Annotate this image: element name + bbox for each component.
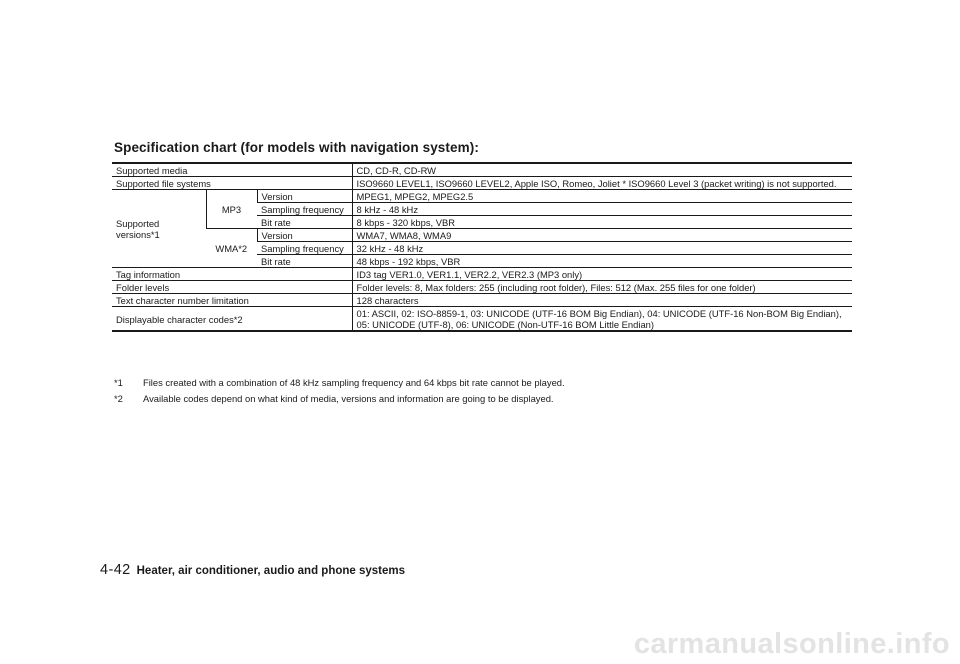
sub-label-wma-version: Version — [257, 229, 352, 242]
table-row — [112, 268, 852, 281]
watermark: carmanualsonline.info — [633, 628, 950, 660]
section-title: Heater, air conditioner, audio and phone systems — [136, 565, 406, 577]
footnotes — [114, 375, 565, 407]
row-value-char-codes: 01: ASCII, 02: ISO-8859-1, 03: UNICODE (UTF-16 BOM Big Endian), 04: UNICODE (UTF-16 Non-BOM Big Endian), 05: UNICODE (UTF-8), 06: UNICODE (Non-UTF-16 BOM Little Endian) — [352, 307, 852, 332]
sub-label-mp3-version: Version — [257, 190, 352, 203]
table-row — [112, 229, 852, 242]
sub-label-mp3-bitrate: Bit rate — [257, 216, 352, 229]
value-wma-sampling: 32 kHz - 48 kHz — [352, 242, 852, 255]
sub-label-wma-sampling: Sampling frequency — [257, 242, 352, 255]
row-label-file-systems: Supported file systems — [112, 177, 352, 190]
table-row — [112, 281, 852, 294]
table-row — [112, 163, 852, 177]
footnote-text: Files created with a combination of 48 kHz sampling frequency and 64 kbps bit rate cannot be played. — [143, 377, 565, 388]
sub-label-mp3-sampling: Sampling frequency — [257, 203, 352, 216]
page-number: 4-42 — [100, 562, 131, 578]
value-wma-version: WMA7, WMA8, WMA9 — [352, 229, 852, 242]
table-row — [112, 307, 852, 332]
footnote-mark: *2 — [114, 393, 123, 404]
row-label-tag-info: Tag information — [112, 268, 352, 281]
footnote — [114, 375, 565, 391]
row-value-supported-media: CD, CD-R, CD-RW — [352, 163, 852, 177]
footnote-text: Available codes depend on what kind of media, versions and information are going to be displayed. — [143, 393, 554, 404]
format-label-wma: WMA*2 — [206, 229, 257, 268]
table-row — [112, 294, 852, 307]
page-footer — [100, 561, 405, 579]
row-value-file-systems: ISO9660 LEVEL1, ISO9660 LEVEL2, Apple ISO, Romeo, Joliet * ISO9660 Level 3 (packet writing) is not supported. — [352, 177, 852, 190]
sub-label-wma-bitrate: Bit rate — [257, 255, 352, 268]
row-label-supported-media: Supported media — [112, 163, 352, 177]
value-mp3-bitrate: 8 kbps - 320 kbps, VBR — [352, 216, 852, 229]
row-label-folder-levels: Folder levels — [112, 281, 352, 294]
format-label-mp3: MP3 — [206, 190, 257, 229]
row-value-folder-levels: Folder levels: 8, Max folders: 255 (including root folder), Files: 512 (Max. 255 files for one folder) — [352, 281, 852, 294]
row-label-char-codes: Displayable character codes*2 — [112, 307, 352, 332]
row-label-supported-versions: Supported versions*1 — [112, 190, 206, 268]
value-mp3-version: MPEG1, MPEG2, MPEG2.5 — [352, 190, 852, 203]
specification-table — [112, 162, 852, 332]
row-value-char-limit: 128 characters — [352, 294, 852, 307]
page-heading: Specification chart (for models with navigation system): — [114, 140, 479, 155]
value-wma-bitrate: 48 kbps - 192 kbps, VBR — [352, 255, 852, 268]
table-row — [112, 190, 852, 203]
value-mp3-sampling: 8 kHz - 48 kHz — [352, 203, 852, 216]
footnote — [114, 391, 565, 407]
table-row — [112, 177, 852, 190]
row-label-char-limit: Text character number limitation — [112, 294, 352, 307]
row-value-tag-info: ID3 tag VER1.0, VER1.1, VER2.2, VER2.3 (MP3 only) — [352, 268, 852, 281]
footnote-mark: *1 — [114, 377, 123, 388]
